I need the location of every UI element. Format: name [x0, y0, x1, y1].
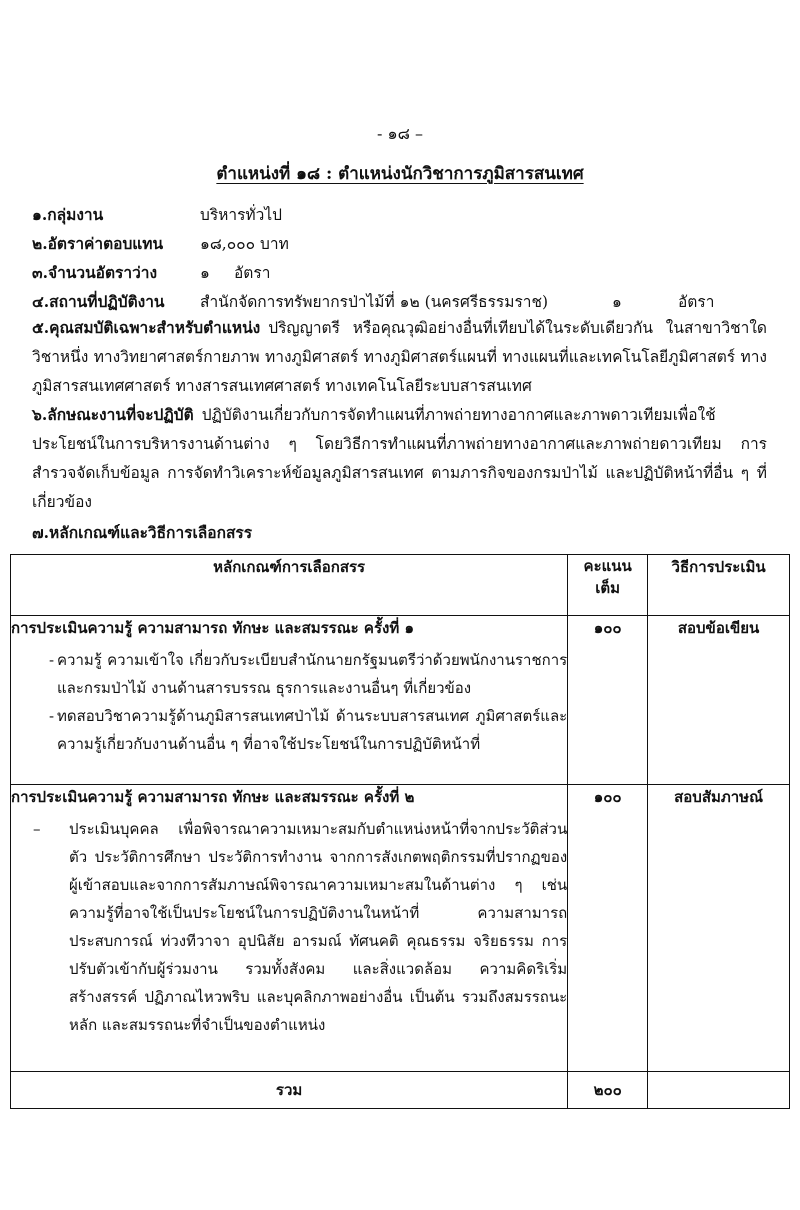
- bullet-text: ความรู้ ความเข้าใจ เกี่ยวกับระเบียบสำนักนายกรัฐมนตรีว่าด้วยพนักงานราชการและกรมป่าไม้ งานด้านสารบรรณ ธุรการและงานอื่นๆ ที่เกี่ยวข้อง: [57, 651, 568, 697]
- round1-title: การประเมินความรู้ ความสามารถ ทักษะ และสมรรณะ ครั้งที่ ๑: [11, 619, 414, 637]
- total-label: รวม: [11, 1072, 568, 1109]
- field-work-location: [32, 289, 715, 314]
- header-criteria: หลักเกณฑ์การเลือกสรร: [11, 555, 568, 616]
- field-vacancies: [32, 260, 271, 285]
- position-title-text: ตำแหน่งที่ ๑๘ : ตำแหน่งนักวิชาการภูมิสารสนเทศ: [216, 164, 584, 184]
- field-label: ๑.กลุ่มงาน: [32, 205, 104, 224]
- bullet-text: ประเมินบุคคล เพื่อพิจารณาความเหมาะสมกับตำแหน่งหน้าที่จากประวัติส่วนตัว ประวัติการศึกษา ประวัติการทำงาน จากการสังเกตพฤติกรรมที่ปรากฏของผู้เข้าสอบและจากการสัมภาษณ์พิจารณาความเหมาะสมในด้านต่าง ๆ เช่น ความรู้ที่อาจใช้เป็นประโยชน์ในการปฏิบัติงานในหน้าที่ ความสามารถ ประสบการณ์ ท่วงทีวาจา อุปนิสัย อารมณ์ ทัศนคติ คุณธรรม จริยธรรม การปรับตัวเข้ากับผู้ร่วมงาน รวมทั้งสังคม และสิ่งแวดล้อม ความคิดริเริ่มสร้างสรรค์ ปฏิภาณไหวพริบ และบุคลิกภาพอย่างอื่น เป็นต้น รวมถึงสมรรถนะหลัก และสมรรถนะที่จำเป็นของตำแหน่ง: [69, 820, 568, 1034]
- field-value: ๑๘,๐๐๐ บาท: [200, 235, 289, 253]
- round2-method: สอบสัมภาษณ์: [648, 785, 790, 1072]
- table-header-row: [11, 555, 790, 616]
- round1-criteria: [11, 616, 568, 785]
- field-value: สำนักจัดการทรัพยากรป่าไม้ที่ ๑๒ (นครศรีธรรมราช): [200, 293, 549, 311]
- qualification-text: ปริญญาตรี หรือคุณวุฒิอย่างอื่นที่เทียบได้ในระดับเดียวกัน ในสาขาวิชาใดวิชาหนึ่ง ทางวิทยาศาสตร์กายภาพ ทางภูมิศาสตร์ ทางภูมิศาสตร์แผนที่ ทางแผนที่และเทคโนโลยีภูมิศาสตร์ ทางภูมิสารสนเทศศาสตร์ ทางสารสนเทศศาสตร์ ทางเทคโนโลยีระบบสารสนเทศ: [32, 319, 767, 395]
- duties-paragraph: [32, 400, 767, 517]
- header-score-line2: เต็ม: [595, 579, 621, 597]
- round2-bullet: [11, 815, 567, 1039]
- page-number: - ๑๘ –: [376, 124, 424, 143]
- position-title: [0, 160, 800, 187]
- bullet-mark: –: [33, 820, 41, 838]
- field-pay-rate: [32, 231, 289, 256]
- header-method: วิธีการประเมิน: [648, 555, 790, 616]
- selection-criteria-heading: ๗.หลักเกณฑ์และวิธีการเลือกสรร: [32, 523, 253, 542]
- qualification-label: ๕.คุณสมบัติเฉพาะสำหรับตำแหน่ง: [32, 318, 261, 337]
- field-unit: อัตรา: [234, 264, 271, 282]
- field-value: ๑: [200, 264, 210, 282]
- round1-method: สอบข้อเขียน: [648, 616, 790, 785]
- field-label: ๔.สถานที่ปฏิบัติงาน: [32, 292, 165, 311]
- round2-title: การประเมินความรู้ ความสามารถ ทักษะ และสมรรณะ ครั้งที่ ๒: [11, 788, 415, 806]
- total-score: ๒๐๐: [568, 1072, 648, 1109]
- qualification-paragraph: [32, 313, 767, 401]
- round1-bullet: [11, 702, 567, 758]
- duties-text: ปฏิบัติงานเกี่ยวกับการจัดทำแผนที่ภาพถ่ายทางอากาศและภาพดาวเทียมเพื่อใช้ประโยชน์ในการบริหารงานด้านต่าง ๆ โดยวิธีการทำแผนที่ภาพถ่ายทางอากาศและภาพถ่ายดาวเทียม การสำรวจจัดเก็บข้อมูล การจัดทำวิเคราะห์ข้อมูลภูมิสารสนเทศ ตามภารกิจของกรมป่าไม้ และปฏิบัติหน้าที่อื่น ๆ ที่เกี่ยวข้อง: [32, 406, 767, 511]
- field-count: ๑: [612, 293, 622, 311]
- total-method-empty: [648, 1072, 790, 1109]
- header-score: [568, 555, 648, 616]
- round2-criteria: [11, 785, 568, 1072]
- field-label: ๒.อัตราค่าตอบแทน: [32, 234, 164, 253]
- field-unit: อัตรา: [678, 293, 715, 311]
- bullet-text: ทดสอบวิชาความรู้ด้านภูมิสารสนเทศป่าไม้ ด้านระบบสารสนเทศ ภูมิศาสตร์และความรู้เกี่ยวกับงานด้านอื่น ๆ ที่อาจใช้ประโยชน์ในการปฏิบัติหน้าที่: [57, 707, 568, 753]
- table-row-round2: [11, 785, 790, 1072]
- field-work-group: [32, 202, 282, 227]
- bullet-mark: -: [49, 707, 55, 725]
- field-label: ๓.จำนวนอัตราว่าง: [32, 263, 158, 282]
- criteria-table: [10, 554, 790, 1109]
- round1-score: ๑๐๐: [568, 616, 648, 785]
- table-row-total: [11, 1072, 790, 1109]
- duties-label: ๖.ลักษณะงานที่จะปฏิบัติ: [32, 405, 194, 424]
- round1-bullet: [11, 646, 567, 702]
- bullet-mark: -: [49, 651, 55, 669]
- table-row-round1: [11, 616, 790, 785]
- header-score-line1: คะแนน: [583, 557, 632, 575]
- field-value: บริหารทั่วไป: [200, 206, 282, 224]
- round2-score: ๑๐๐: [568, 785, 648, 1072]
